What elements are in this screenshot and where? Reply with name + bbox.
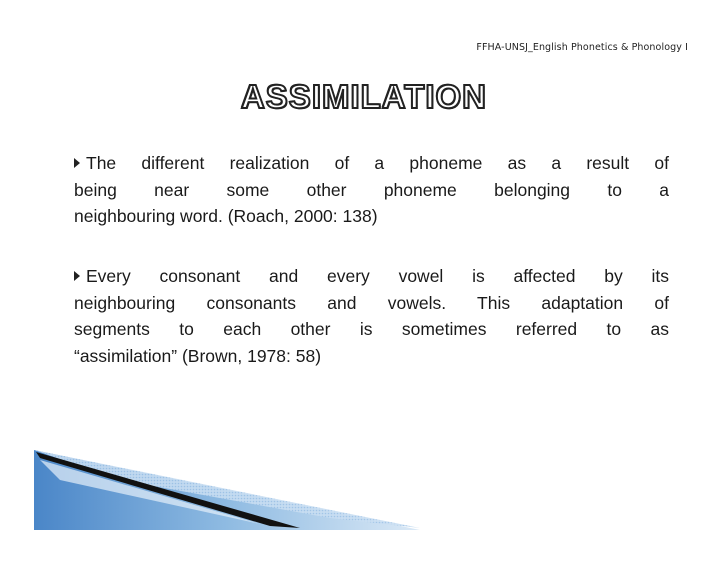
bullet-paragraph-1 xyxy=(74,150,669,230)
bullet-arrow-icon xyxy=(74,271,80,281)
bullet-2-line-3: segments to each other is sometimes referred to as xyxy=(74,319,669,339)
bullet-paragraph-2 xyxy=(74,263,669,369)
bullet-1-line-2: being near some other phoneme belonging to a xyxy=(74,179,669,200)
decorative-swoosh xyxy=(0,440,440,540)
bullet-2-line-4: “assimilation” (Brown, 1978: 58) xyxy=(74,345,322,366)
bullet-1-line-1: The different realization of a phoneme as a result of xyxy=(74,150,669,177)
bullet-arrow-icon xyxy=(74,158,80,168)
header-course-note: FFHA-UNSJ_English Phonetics & Phonology I xyxy=(476,42,688,53)
bullet-1-line-3: neighbouring word. (Roach, 2000: 138) xyxy=(74,206,378,226)
bullet-2-line-2: neighbouring consonants and vowels. This adaptation of xyxy=(74,292,669,313)
bullet-2-line-1: Every consonant and every vowel is affected by its xyxy=(74,263,669,290)
slide-title: ASSIMILATION xyxy=(240,78,488,115)
